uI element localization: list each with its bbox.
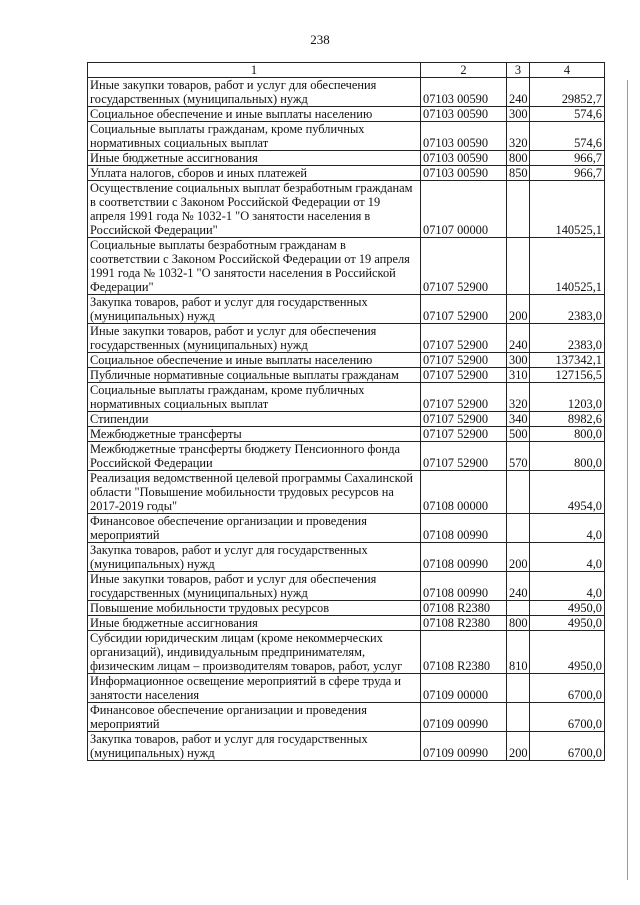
- page-number: 238: [310, 32, 330, 47]
- table-row: [88, 181, 605, 238]
- row-name: Социальные выплаты безработным гражданам в соответствии с Законом Российской Федерации от 19 апреля 1991 года № 1032-1 "О занятости населения в Российской Федерации": [88, 238, 421, 295]
- row-code: 07107 52900: [421, 324, 507, 353]
- row-code: 07108 00990: [421, 572, 507, 601]
- row-expense-type: 200: [507, 543, 530, 572]
- row-expense-type: 240: [507, 78, 530, 107]
- row-expense-type: 240: [507, 572, 530, 601]
- row-expense-type: 850: [507, 166, 530, 181]
- column-header-code: 2: [421, 63, 507, 78]
- row-expense-type: 570: [507, 442, 530, 471]
- row-code: 07109 00000: [421, 674, 507, 703]
- row-amount: 1203,0: [530, 383, 605, 412]
- table-row: [88, 732, 605, 761]
- row-expense-type: 320: [507, 383, 530, 412]
- row-amount: 4,0: [530, 514, 605, 543]
- row-name: Социальное обеспечение и иные выплаты населению: [88, 107, 421, 122]
- row-name: Информационное освещение мероприятий в сфере труда и занятости населения: [88, 674, 421, 703]
- row-expense-type: 800: [507, 151, 530, 166]
- row-amount: 800,0: [530, 427, 605, 442]
- row-name: Закупка товаров, работ и услуг для государственных (муниципальных) нужд: [88, 732, 421, 761]
- row-code: 07108 R2380: [421, 616, 507, 631]
- row-expense-type: 300: [507, 107, 530, 122]
- row-code: 07103 00590: [421, 166, 507, 181]
- row-amount: 966,7: [530, 151, 605, 166]
- row-expense-type: 240: [507, 324, 530, 353]
- row-code: 07107 52900: [421, 368, 507, 383]
- row-expense-type: [507, 674, 530, 703]
- row-amount: 800,0: [530, 442, 605, 471]
- row-name: Финансовое обеспечение организации и проведения мероприятий: [88, 514, 421, 543]
- row-name: Социальные выплаты гражданам, кроме публичных нормативных социальных выплат: [88, 122, 421, 151]
- row-expense-type: 810: [507, 631, 530, 674]
- row-name: Социальные выплаты гражданам, кроме публичных нормативных социальных выплат: [88, 383, 421, 412]
- row-code: 07107 00000: [421, 181, 507, 238]
- row-name: Иные закупки товаров, работ и услуг для обеспечения государственных (муниципальных) нужд: [88, 78, 421, 107]
- row-amount: 29852,7: [530, 78, 605, 107]
- row-expense-type: 200: [507, 732, 530, 761]
- row-name: Иные бюджетные ассигнования: [88, 151, 421, 166]
- column-header-name: 1: [88, 63, 421, 78]
- table-row: [88, 543, 605, 572]
- row-name: Межбюджетные трансферты: [88, 427, 421, 442]
- row-code: 07107 52900: [421, 412, 507, 427]
- row-amount: 8982,6: [530, 412, 605, 427]
- table-row: [88, 353, 605, 368]
- row-code: 07109 00990: [421, 703, 507, 732]
- row-name: Стипендии: [88, 412, 421, 427]
- row-amount: 574,6: [530, 122, 605, 151]
- table-row: [88, 631, 605, 674]
- row-amount: 4954,0: [530, 471, 605, 514]
- row-code: 07103 00590: [421, 107, 507, 122]
- row-amount: 6700,0: [530, 732, 605, 761]
- table-row: [88, 616, 605, 631]
- row-amount: 127156,5: [530, 368, 605, 383]
- row-amount: 137342,1: [530, 353, 605, 368]
- table-row: [88, 383, 605, 412]
- row-code: 07107 52900: [421, 383, 507, 412]
- table-row: [88, 107, 605, 122]
- table-row: [88, 122, 605, 151]
- scan-edge-line: [627, 80, 628, 880]
- row-name: Иные закупки товаров, работ и услуг для обеспечения государственных (муниципальных) нужд: [88, 324, 421, 353]
- row-amount: 4950,0: [530, 616, 605, 631]
- row-amount: 140525,1: [530, 181, 605, 238]
- row-name: Финансовое обеспечение организации и проведения мероприятий: [88, 703, 421, 732]
- row-expense-type: 200: [507, 295, 530, 324]
- row-expense-type: 340: [507, 412, 530, 427]
- row-amount: 140525,1: [530, 238, 605, 295]
- row-code: 07107 52900: [421, 427, 507, 442]
- row-code: 07108 00000: [421, 471, 507, 514]
- row-code: 07103 00590: [421, 78, 507, 107]
- row-name: Иные бюджетные ассигнования: [88, 616, 421, 631]
- table-row: [88, 78, 605, 107]
- table-row: [88, 572, 605, 601]
- table-row: [88, 151, 605, 166]
- row-expense-type: [507, 703, 530, 732]
- row-expense-type: 320: [507, 122, 530, 151]
- row-expense-type: 310: [507, 368, 530, 383]
- row-code: 07103 00590: [421, 151, 507, 166]
- row-name: Иные закупки товаров, работ и услуг для обеспечения государственных (муниципальных) нужд: [88, 572, 421, 601]
- row-amount: 2383,0: [530, 295, 605, 324]
- row-expense-type: [507, 471, 530, 514]
- row-amount: 4950,0: [530, 631, 605, 674]
- table-header: [88, 63, 605, 78]
- row-amount: 2383,0: [530, 324, 605, 353]
- row-expense-type: [507, 238, 530, 295]
- row-code: 07108 00990: [421, 514, 507, 543]
- row-expense-type: 800: [507, 616, 530, 631]
- row-code: 07107 52900: [421, 442, 507, 471]
- row-amount: 966,7: [530, 166, 605, 181]
- row-code: 07108 00990: [421, 543, 507, 572]
- row-expense-type: 300: [507, 353, 530, 368]
- table-row: [88, 601, 605, 616]
- row-amount: 4,0: [530, 543, 605, 572]
- row-amount: 4,0: [530, 572, 605, 601]
- row-name: Закупка товаров, работ и услуг для государственных (муниципальных) нужд: [88, 543, 421, 572]
- row-name: Социальное обеспечение и иные выплаты населению: [88, 353, 421, 368]
- row-code: 07109 00990: [421, 732, 507, 761]
- column-header-amount: 4: [530, 63, 605, 78]
- row-amount: 6700,0: [530, 674, 605, 703]
- column-header-vr: 3: [507, 63, 530, 78]
- row-name: Реализация ведомственной целевой программы Сахалинской области "Повышение мобильности трудовых ресурсов на 2017-2019 годы": [88, 471, 421, 514]
- row-expense-type: 500: [507, 427, 530, 442]
- table-row: [88, 295, 605, 324]
- row-code: 07108 R2380: [421, 601, 507, 616]
- table-row: [88, 324, 605, 353]
- row-name: Осуществление социальных выплат безработным гражданам в соответствии с Законом Российской Федерации от 19 апреля 1991 года № 1032-1 "О занятости населения в Российской Федерации": [88, 181, 421, 238]
- row-code: 07108 R2380: [421, 631, 507, 674]
- table-row: [88, 166, 605, 181]
- row-amount: 6700,0: [530, 703, 605, 732]
- table-body: [88, 78, 605, 761]
- budget-table: [87, 62, 605, 761]
- row-code: 07107 52900: [421, 238, 507, 295]
- row-name: Субсидии юридическим лицам (кроме некоммерческих организаций), индивидуальным предпринимателям, физическим лицам – производителям товаров, работ, услуг: [88, 631, 421, 674]
- row-expense-type: [507, 514, 530, 543]
- row-name: Уплата налогов, сборов и иных платежей: [88, 166, 421, 181]
- row-name: Межбюджетные трансферты бюджету Пенсионного фонда Российской Федерации: [88, 442, 421, 471]
- row-name: Публичные нормативные социальные выплаты гражданам: [88, 368, 421, 383]
- table-row: [88, 674, 605, 703]
- table-row: [88, 703, 605, 732]
- row-code: 07103 00590: [421, 122, 507, 151]
- row-amount: 574,6: [530, 107, 605, 122]
- table-row: [88, 514, 605, 543]
- row-code: 07107 52900: [421, 295, 507, 324]
- row-name: Повышение мобильности трудовых ресурсов: [88, 601, 421, 616]
- table-row: [88, 471, 605, 514]
- row-expense-type: [507, 601, 530, 616]
- table-row: [88, 238, 605, 295]
- table-row: [88, 442, 605, 471]
- row-name: Закупка товаров, работ и услуг для государственных (муниципальных) нужд: [88, 295, 421, 324]
- row-amount: 4950,0: [530, 601, 605, 616]
- row-code: 07107 52900: [421, 353, 507, 368]
- table-row: [88, 368, 605, 383]
- row-expense-type: [507, 181, 530, 238]
- table-row: [88, 412, 605, 427]
- header-row: [88, 63, 605, 78]
- table-row: [88, 427, 605, 442]
